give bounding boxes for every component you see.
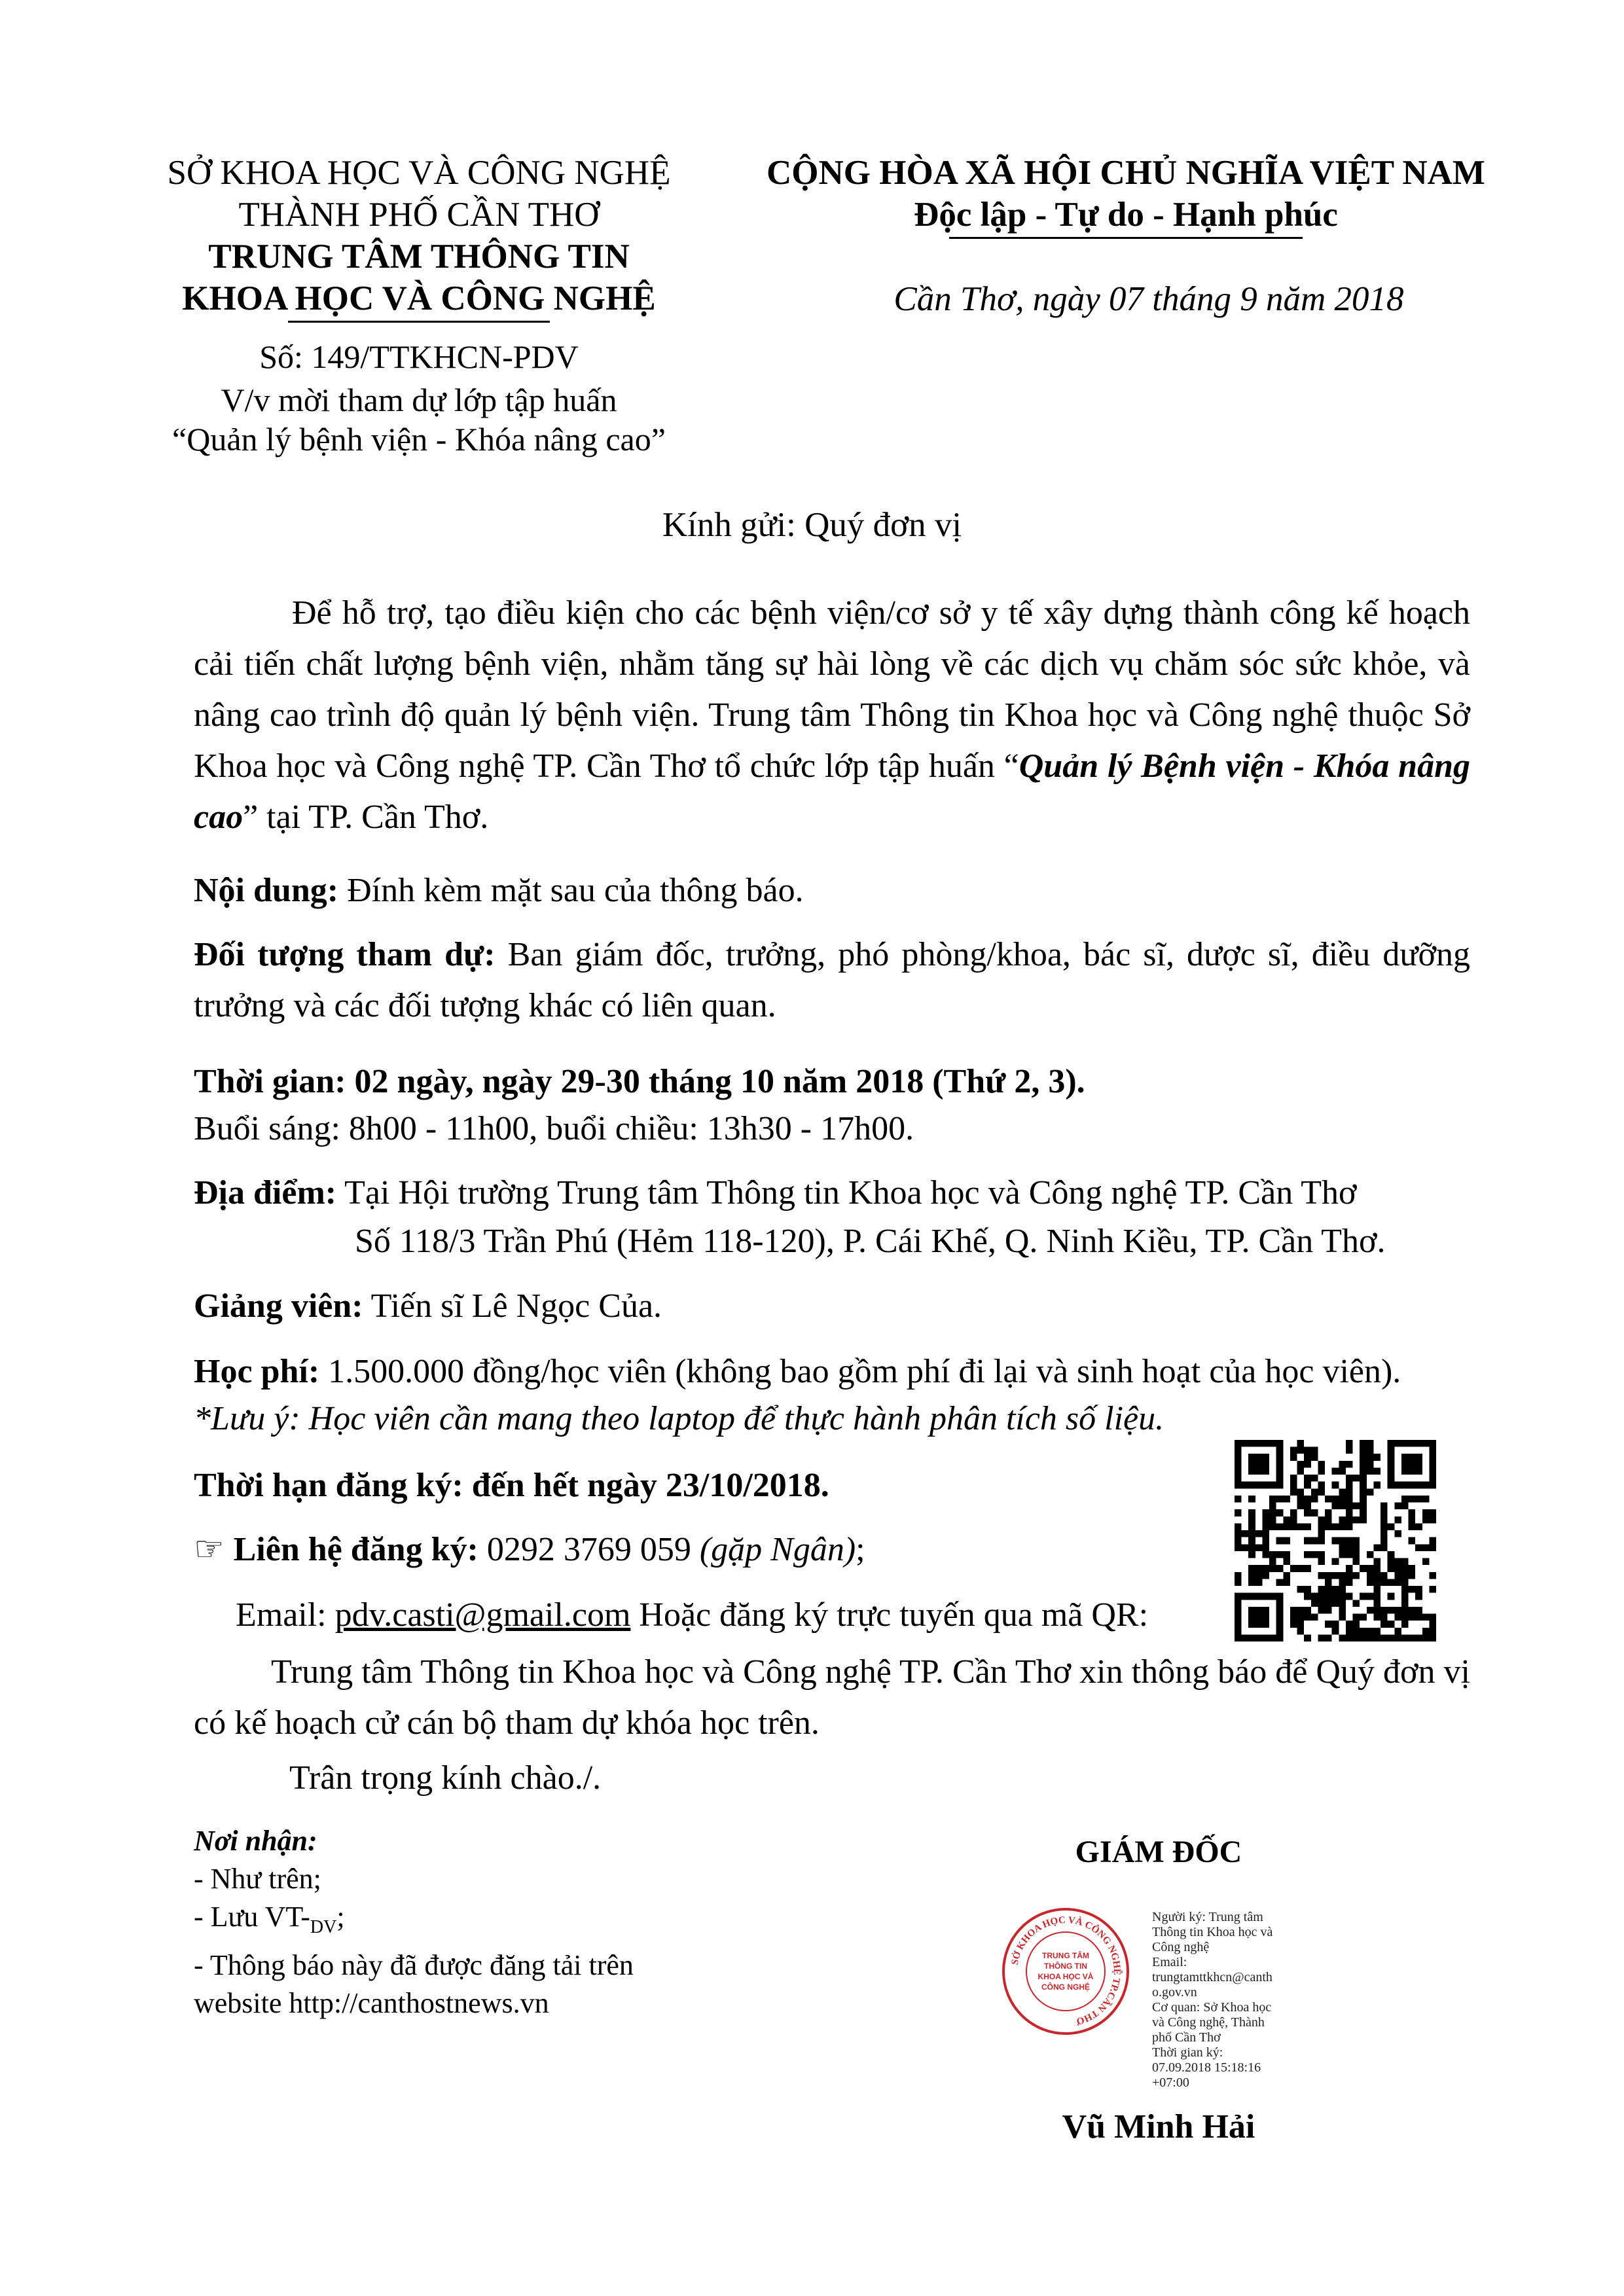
time-line: Thời gian: 02 ngày, ngày 29-30 tháng 10 năm 2018 (Thứ 2, 3). bbox=[194, 1063, 1085, 1100]
recipient-item: - Như trên; bbox=[194, 1863, 321, 1895]
closing-paragraph: Trung tâm Thông tin Khoa học và Công nghệ TP. Cần Thơ xin thông báo để Quý đơn vị có kế hoạch cử cán bộ tham dự khóa học trên. bbox=[194, 1653, 1470, 1742]
course-name: Quản lý Bệnh viện - Khóa nâng cao bbox=[194, 747, 1471, 836]
email-line bbox=[236, 1594, 1148, 1637]
signature-meta-line: Công nghệ bbox=[1152, 1940, 1210, 1954]
signature-meta-line: Email: bbox=[1152, 1955, 1187, 1969]
registration-deadline: Thời hạn đăng ký: đến hết ngày 23/10/2018. bbox=[194, 1467, 829, 1504]
location-label: Địa điểm: bbox=[194, 1174, 337, 1211]
pointing-hand-icon: ☞ bbox=[194, 1531, 225, 1568]
lecturer-line bbox=[194, 1285, 662, 1328]
lecturer-value: Tiến sĩ Lê Ngọc Của. bbox=[363, 1287, 662, 1325]
location-venue: Tại Hội trường Trung tâm Thông tin Khoa học và Công nghệ TP. Cần Thơ bbox=[336, 1174, 1357, 1211]
national-header bbox=[720, 152, 1532, 320]
motto-underline bbox=[949, 237, 1303, 239]
contact-end: ; bbox=[856, 1531, 865, 1568]
fee-label: Học phí: bbox=[194, 1353, 320, 1390]
stamp-center-line: CÔNG NGHỆ bbox=[1041, 1982, 1091, 1992]
content-line bbox=[194, 869, 804, 912]
department-name-line2: THÀNH PHỐ CẦN THƠ bbox=[238, 196, 600, 234]
contact-person: (gặp Ngân) bbox=[699, 1531, 856, 1568]
email-label: Email: bbox=[236, 1596, 335, 1634]
national-title: CỘNG HÒA XÃ HỘI CHỦ NGHĨA VIỆT NAM bbox=[767, 154, 1485, 192]
fee-value: 1.500.000 đồng/học viên (không bao gồm phí đi lại và sinh hoạt của học viên). bbox=[319, 1353, 1401, 1390]
recipients-title: Nơi nhận: bbox=[194, 1825, 317, 1857]
content-value: Đính kèm mặt sau của thông báo. bbox=[338, 872, 804, 909]
signature-meta-line: và Công nghệ, Thành bbox=[1152, 2015, 1265, 2030]
department-name-line1: SỞ KHOA HỌC VÀ CÔNG NGHỆ bbox=[167, 154, 671, 192]
signature-meta-line: Thông tin Khoa học và bbox=[1152, 1925, 1273, 1939]
stamp-center-line: KHOA HỌC VÀ bbox=[1038, 1972, 1094, 1981]
national-motto: Độc lập - Tự do - Hạnh phúc bbox=[914, 196, 1338, 234]
stamp-center-line: TRUNG TÂM bbox=[1042, 1951, 1089, 1960]
recipients-block bbox=[194, 1822, 634, 2022]
signature-meta-line: phố Cần Thơ bbox=[1152, 2030, 1221, 2045]
location-line1 bbox=[194, 1172, 1357, 1215]
recipient-item: - Thông báo này đã được đăng tải trên bbox=[194, 1948, 634, 1981]
participants-paragraph bbox=[194, 929, 1470, 1031]
fee-note: *Lưu ý: Học viên cần mang theo laptop để thực hành phân tích số liệu. bbox=[194, 1400, 1164, 1437]
recipient-item bbox=[194, 1898, 634, 1946]
content-label: Nội dung: bbox=[194, 872, 339, 909]
stamp-ring-text: SỞ KHOA HỌC VÀ CÔNG NGHỆ TP.CẦN THƠ bbox=[1009, 1914, 1123, 2027]
official-stamp bbox=[1000, 1906, 1131, 2037]
stamp-center-line: THÔNG TIN bbox=[1044, 1962, 1087, 1971]
contact-phone: 0292 3769 059 bbox=[478, 1531, 700, 1568]
intro-text-after: ” tại TP. Cần Thơ. bbox=[243, 798, 489, 836]
signature-meta-line: 07.09.2018 15:18:16 bbox=[1152, 2060, 1261, 2075]
signer-title: GIÁM ĐỐC bbox=[1075, 1835, 1242, 1869]
email-link[interactable]: pdv.casti@gmail.com bbox=[334, 1596, 631, 1634]
signature-meta-line: Cơ quan: Sở Khoa học bbox=[1152, 2000, 1272, 2015]
contact-label: Liên hệ đăng ký: bbox=[233, 1531, 478, 1568]
salutation: Kính gửi: Quý đơn vị bbox=[662, 506, 962, 544]
sender-block bbox=[118, 152, 720, 459]
intro-text-before: Để hỗ trợ, tạo điều kiện cho các bệnh viện/cơ sở y tế xây dựng thành công kế hoạch cải tiến chất lượng bệnh viện, nhằm tăng sự hài lòng về các dịch vụ chăm sóc sức khỏe, và nâng cao trình độ quản lý bệnh viện. Trung tâm Thông tin Khoa học và Công nghệ thuộc Sở Khoa học và Công nghệ TP. Cần Thơ tổ chức lớp tập huấn “ bbox=[194, 594, 1470, 785]
lecturer-label: Giảng viên: bbox=[194, 1287, 363, 1325]
place-date: Cần Thơ, ngày 07 tháng 9 năm 2018 bbox=[893, 280, 1404, 318]
location-address: Số 118/3 Trần Phú (Hẻm 118-120), P. Cái Khế, Q. Ninh Kiều, TP. Cần Thơ. bbox=[355, 1223, 1386, 1260]
recipient-website: website http://canthostnews.vn bbox=[194, 1986, 549, 2019]
archive-end: ; bbox=[336, 1901, 345, 1933]
archive-label: - Lưu VT- bbox=[194, 1901, 310, 1933]
signature-meta-line: o.gov.vn bbox=[1152, 1985, 1197, 2000]
regards: Trân trọng kính chào./. bbox=[289, 1759, 602, 1797]
intro-paragraph bbox=[194, 588, 1470, 843]
subject-line2: “Quản lý bệnh viện - Khóa nâng cao” bbox=[172, 421, 666, 457]
subject-line1: V/v mời tham dự lớp tập huấn bbox=[221, 382, 617, 418]
fee-line bbox=[194, 1350, 1401, 1393]
archive-unit: DV bbox=[310, 1916, 337, 1937]
header-left-underline bbox=[288, 321, 550, 323]
org-name-line1: TRUNG TÂM THÔNG TIN bbox=[208, 238, 630, 276]
digital-signature-info bbox=[1152, 1910, 1322, 2090]
document-number: Số: 149/TTKHCN-PDV bbox=[259, 338, 579, 375]
org-name-line2: KHOA HỌC VÀ CÔNG NGHỆ bbox=[182, 279, 656, 317]
registration-qr-code[interactable] bbox=[1235, 1440, 1436, 1641]
signer-name: Vũ Minh Hải bbox=[1062, 2108, 1255, 2145]
signature-meta-line: Thời gian ký: bbox=[1152, 2045, 1223, 2060]
signature-meta-line: +07:00 bbox=[1152, 2075, 1189, 2090]
participants-value: Ban giám đốc, trưởng, phó phòng/khoa, bác sĩ, dược sĩ, điều dưỡng trưởng và các đối tượng khác có liên quan. bbox=[194, 936, 1470, 1024]
session-hours: Buổi sáng: 8h00 - 11h00, buổi chiều: 13h30 - 17h00. bbox=[194, 1110, 914, 1147]
contact-line bbox=[194, 1528, 865, 1571]
participants-label: Đối tượng tham dự: bbox=[194, 936, 496, 973]
signature-meta-line: trungtamttkhcn@canth bbox=[1152, 1970, 1272, 1984]
qr-instruction: Hoặc đăng ký trực tuyến qua mã QR: bbox=[630, 1596, 1149, 1634]
signature-meta-line: Người ký: Trung tâm bbox=[1152, 1910, 1263, 1924]
